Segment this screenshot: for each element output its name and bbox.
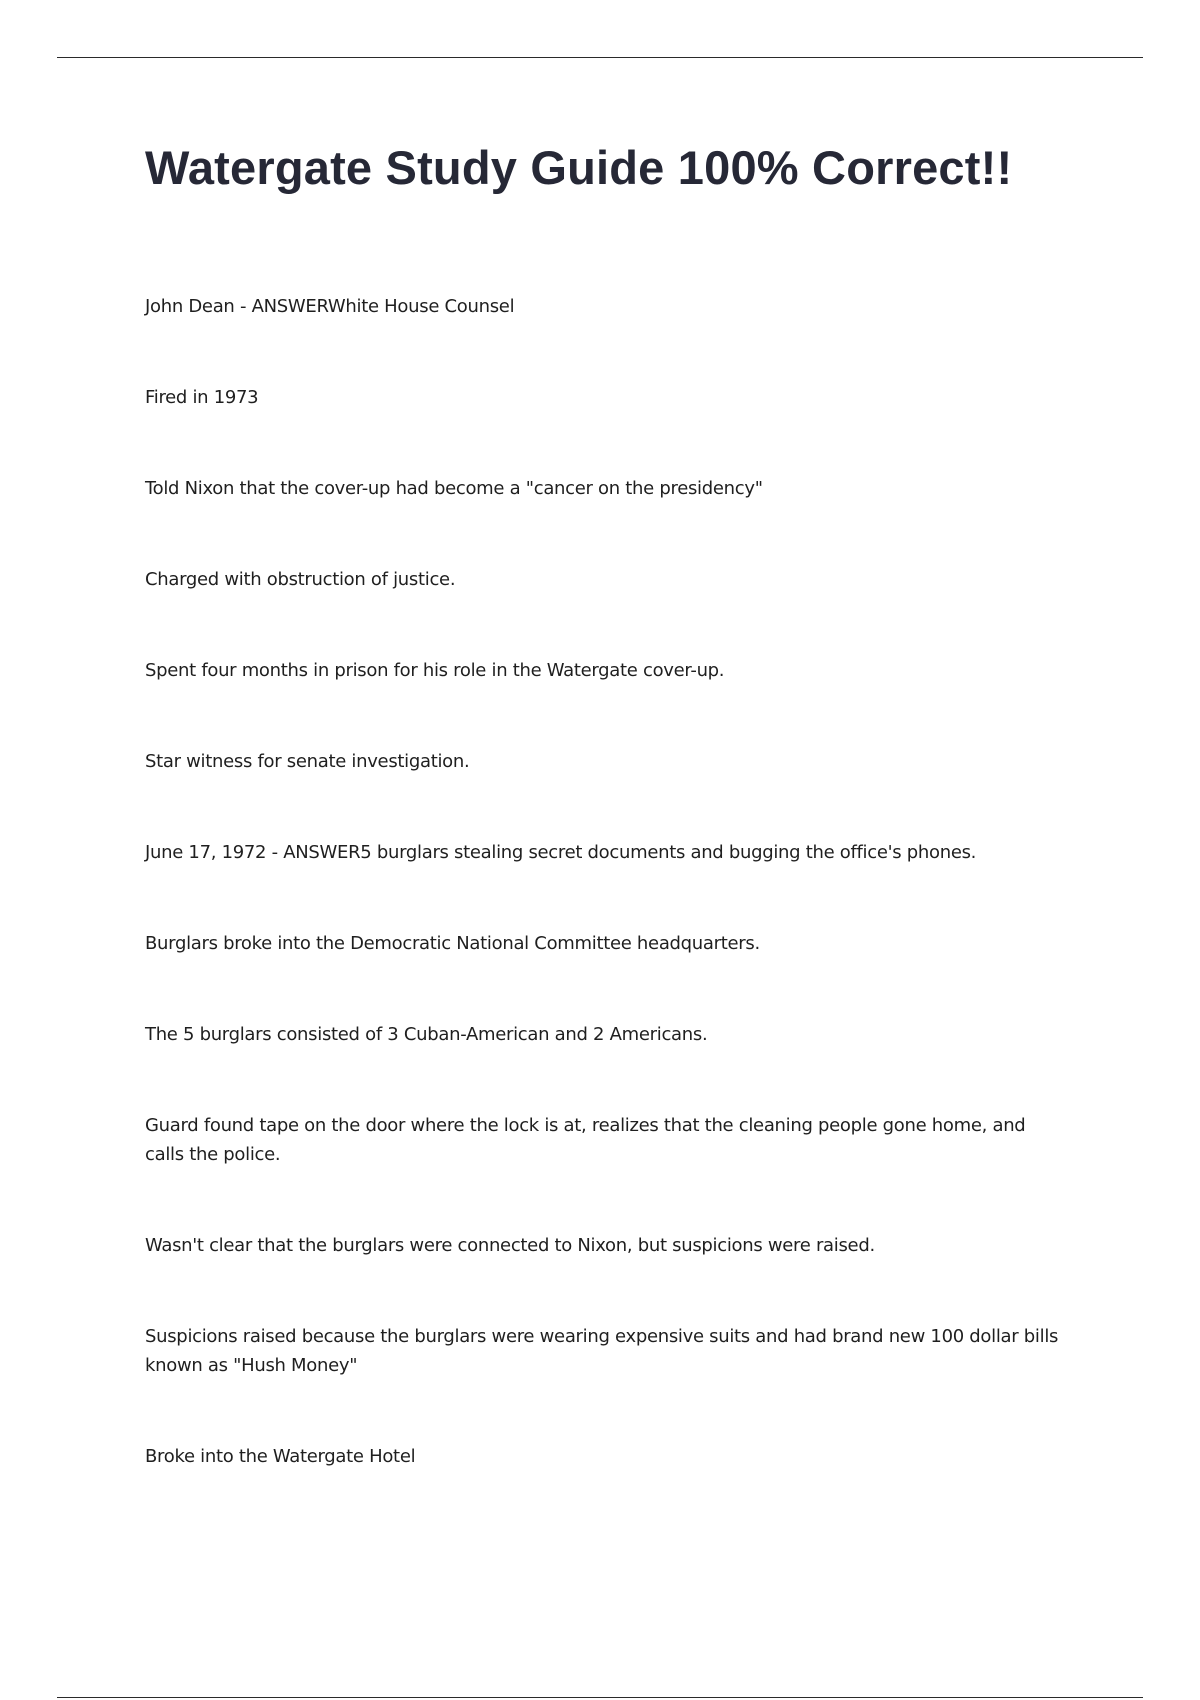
paragraph: Star witness for senate investigation. (145, 751, 470, 772)
paragraph: Told Nixon that the cover-up had become a "cancer on the presidency" (145, 478, 763, 499)
paragraph: Fired in 1973 (145, 387, 259, 408)
bottom-divider (57, 1697, 1143, 1698)
paragraph: Guard found tape on the door where the lock is at, realizes that the cleaning people gone home, and calls the police. (145, 1115, 1026, 1165)
page-title: Watergate Study Guide 100% Correct!! (145, 141, 1013, 194)
paragraph: Broke into the Watergate Hotel (145, 1446, 416, 1467)
paragraph: Burglars broke into the Democratic National Committee headquarters. (145, 933, 760, 954)
paragraph: Charged with obstruction of justice. (145, 569, 456, 590)
paragraph: Spent four months in prison for his role in the Watergate cover-up. (145, 660, 725, 681)
document-body (145, 292, 1065, 1471)
paragraph: Suspicions raised because the burglars were wearing expensive suits and had brand new 100 dollar bills known as "Hush Money" (145, 1326, 1059, 1376)
paragraph: June 17, 1972 - ANSWER5 burglars stealing secret documents and bugging the office's phones. (145, 842, 977, 863)
top-divider (57, 57, 1143, 58)
paragraph: Wasn't clear that the burglars were connected to Nixon, but suspicions were raised. (145, 1235, 875, 1256)
paragraph: The 5 burglars consisted of 3 Cuban-American and 2 Americans. (145, 1024, 708, 1045)
paragraph: John Dean - ANSWERWhite House Counsel (145, 296, 515, 317)
